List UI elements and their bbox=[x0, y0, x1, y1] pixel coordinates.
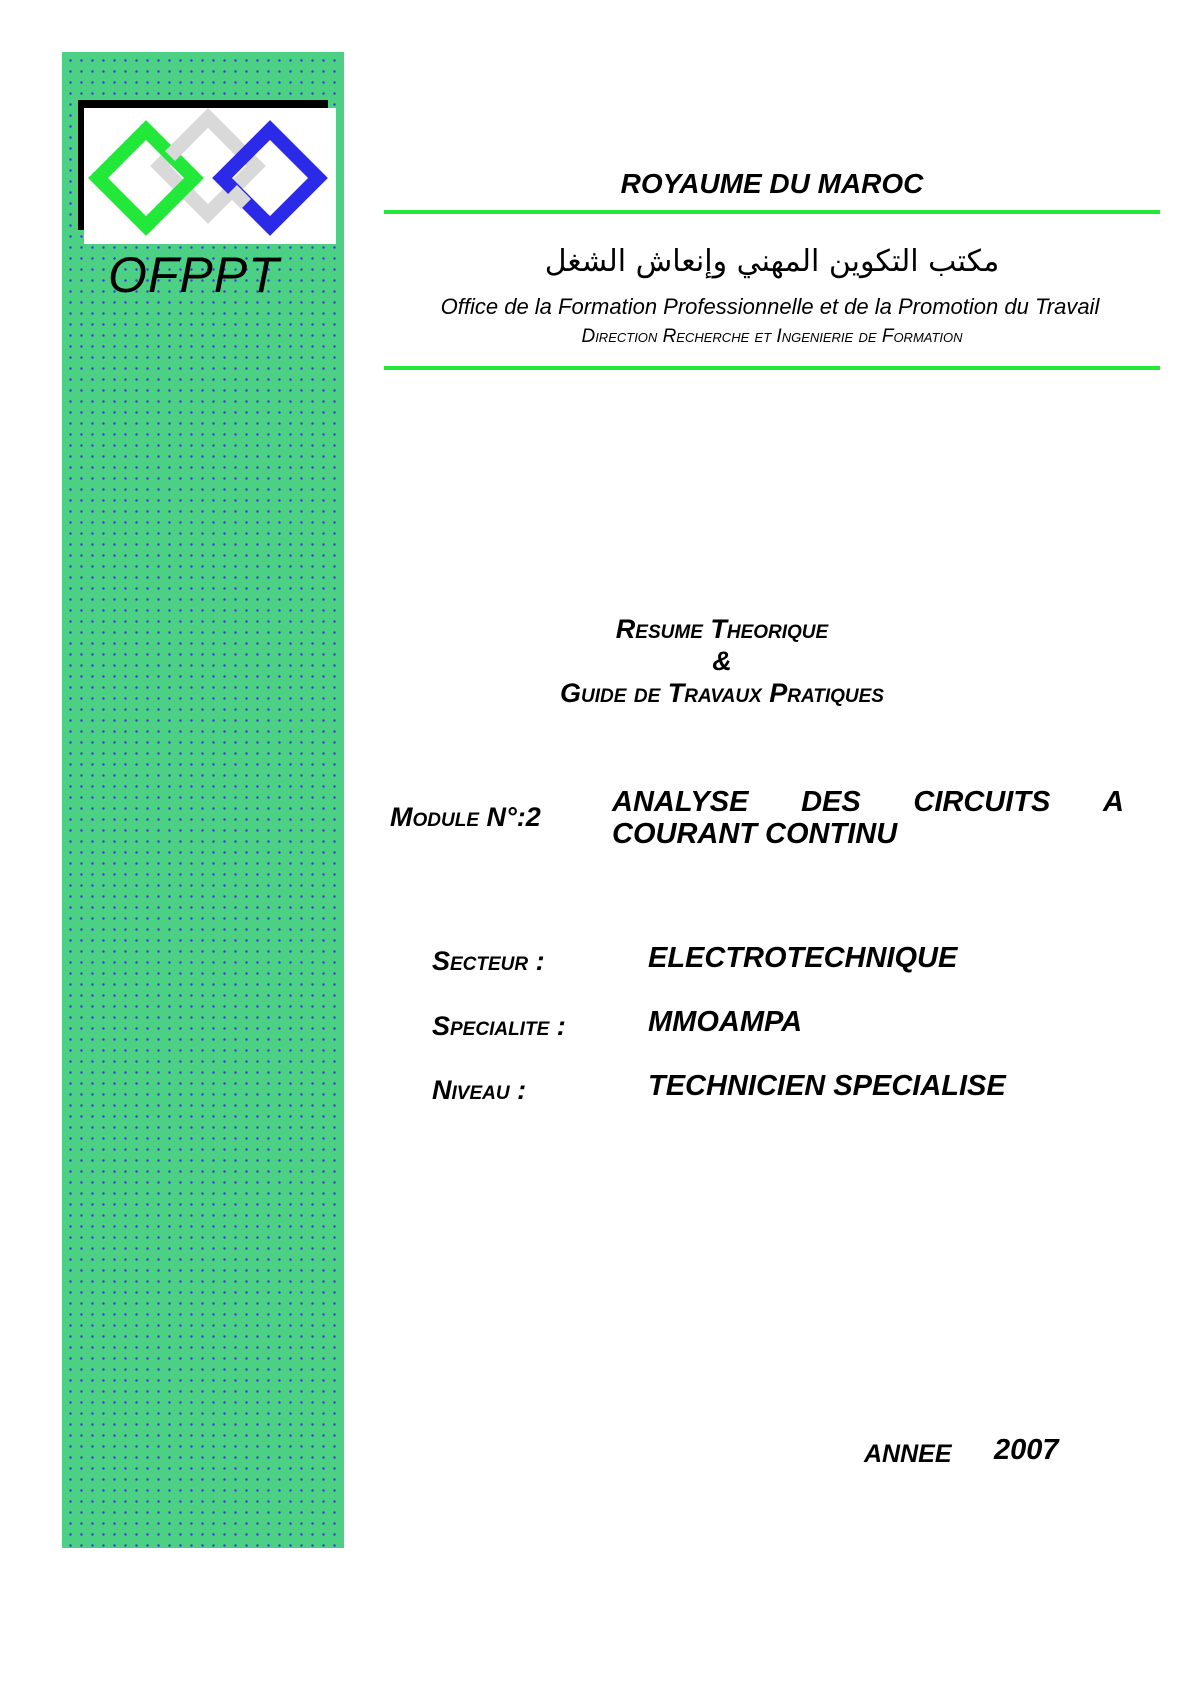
secteur-value: ELECTROTECHNIQUE bbox=[648, 942, 958, 974]
doc-title-line1: Resume Theorique bbox=[615, 614, 829, 644]
secteur-label: Secteur : bbox=[432, 946, 545, 976]
year-label: ANNEE bbox=[864, 1440, 952, 1468]
header-divider-bottom bbox=[384, 366, 1160, 370]
module-name bbox=[612, 786, 1124, 850]
specialite-value: MMOAMPA bbox=[648, 1006, 803, 1038]
module-word: CIRCUITS bbox=[913, 786, 1051, 818]
office-name: Office de la Formation Professionnelle et de la Promotion du Travail bbox=[440, 294, 1100, 319]
module-name-line1 bbox=[612, 786, 1124, 818]
module-name-line2: COURANT CONTINU bbox=[612, 818, 898, 850]
doc-title-ampersand: & bbox=[712, 646, 732, 676]
logo-text: OFPPT bbox=[108, 247, 280, 303]
arabic-office-name: مكتب التكوين المهني وإنعاش الشغل bbox=[544, 244, 1000, 279]
niveau-label: Niveau : bbox=[432, 1075, 527, 1105]
header-divider-top bbox=[384, 210, 1160, 214]
doc-title-line2: Guide de Travaux Pratiques bbox=[560, 678, 884, 708]
direction-name: Direction Recherche et Ingenierie de Formation bbox=[581, 326, 963, 347]
logo-frame-top bbox=[78, 100, 328, 108]
logo-emblem bbox=[84, 108, 336, 244]
kingdom-title: ROYAUME DU MAROC bbox=[620, 168, 924, 199]
year-value: 2007 bbox=[994, 1434, 1059, 1466]
ofppt-logo bbox=[78, 100, 336, 244]
module-word: DES bbox=[801, 786, 861, 818]
module-word: ANALYSE bbox=[612, 786, 749, 818]
specialite-label: Specialite : bbox=[432, 1011, 566, 1041]
module-label: Module N°:2 bbox=[390, 802, 541, 832]
module-word: A bbox=[1103, 786, 1124, 818]
niveau-value: TECHNICIEN SPECIALISE bbox=[648, 1070, 1006, 1102]
